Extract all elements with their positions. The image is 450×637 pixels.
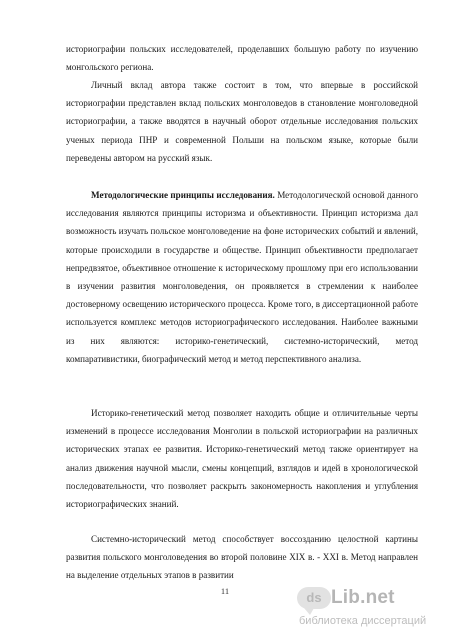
watermark-bubble-icon [297,587,331,609]
paragraph-4-text: Историко-генетический метод позволяет находить общие и отличительные черты изменений в процессе исследования Монголии в польской историографии на различных исторических этапах ее развития. Историко-генетический метод также ориентирует на анализ движения научной мысли, смены концепций, взглядов и идей в хронологической последовательности, что позволяет раскрыть закономерность накопления и углубления историографических знаний. [66,408,418,510]
paragraph-3-text: Методологической основой данного исследования являются принципы историзма и объективности. Принцип историзма дал возможность изучать польское монголоведение на фоне исторических событий и явлений, которые происходили в государстве и обществе. Принцип объективности предполагает непредвзятое, объективное отношение к историческому прошлому при его использовании в изучении развития монголоведения, он проявляется в стремлении к наиболее достоверному освещению исторического процесса. Кроме того, в диссертационной работе используется комплекс методов историографического исследования. Наиболее важными из них являются: историко-генетический, системно-исторический, метод компаративистики, биографический метод и метод перспективного анализа. [66,190,418,364]
paragraph-5 [66,530,418,585]
paragraph-1 [66,40,418,76]
paragraph-5-text: Системно-исторический метод способствует воссозданию целостной картины развития польского монголоведения во второй половине XIX в. - XXI в. Метод направлен на выделение отдельных этапов в развитии [66,534,418,581]
paragraph-4 [66,404,418,513]
methodology-heading: Методологические принципы исследования. [91,190,275,200]
watermark-subtitle: библиотека диссертаций [299,615,427,627]
page-number: 11 [220,586,230,596]
paragraph-1-text: историографии польских исследователей, проделавших большую работу по изучению монгольского региона. [66,44,418,73]
watermark-logo: Lib.net [331,587,395,608]
watermark-bubble-text: ds [306,590,322,605]
paragraph-3 [66,186,418,368]
dslib-watermark[interactable] [295,587,440,633]
paragraph-2-text: Личный вклад автора также состоит в том, что впервые в российской историографии представлен вклад польских монголоведов в становление монголоведной историографии, а также вводятся в научный оборот отдельные исследования польских ученых периода ПНР и современной Польши на польском языке, которые были переведены автором на русский язык. [66,80,418,163]
paragraph-2 [66,76,418,167]
